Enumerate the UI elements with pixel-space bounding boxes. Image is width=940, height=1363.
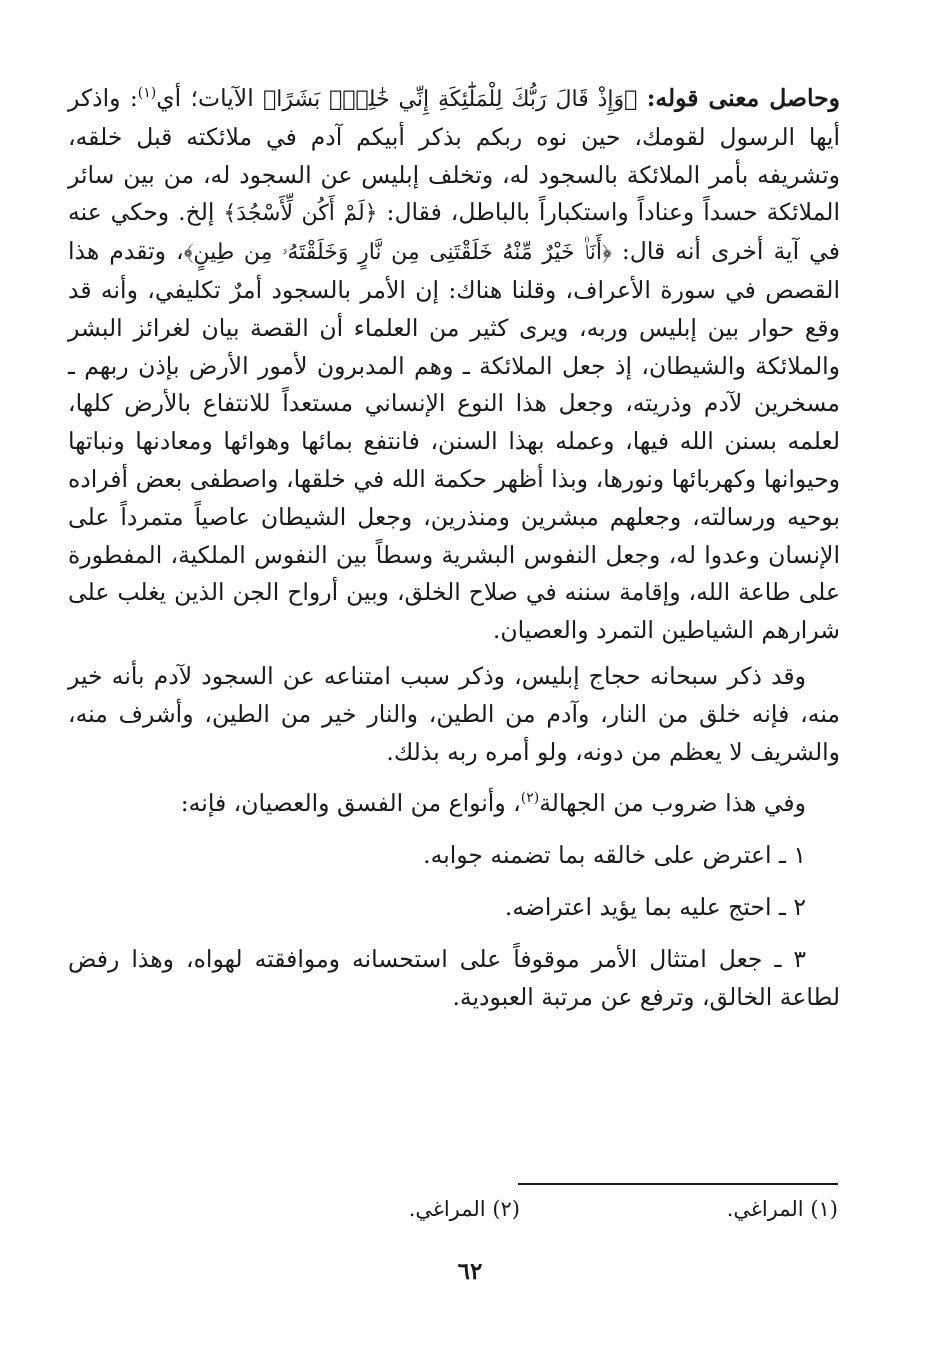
list-item-2: ٢ ـ احتج عليه بما يؤيد اعتراضه.: [504, 892, 806, 921]
text-segment: الآيات؛ أي: [156, 84, 264, 112]
paragraph-2: وقد ذكر سبحانه حجاج إبليس، وذكر سبب امتناعه عن السجود لآدم بأنه خير منه، فإنه خلق من النار، وآدم من الطين، والنار خير من الطين، وأشرف منه، والشريف لا يعظم من دونه، ولو أمره ربه بذلك.: [68, 661, 840, 766]
footnote-2: (٢) المراغي.: [408, 1197, 520, 1221]
list-item-1: ١ ـ اعترض على خالقه بما تضمنه جوابه.: [423, 841, 806, 870]
text-segment: : واذكر أيها الرسول لقومك، حين نوه ربكم بذكر أبيكم آدم في ملائكته قبل خلقه، وتشريفه بأمر الملائكة بالسجود له، وتخلف إبليس عن السجود له، من بين سائر الملائكة حسداً وعناداً واستكباراً بالباطل، فقال:: [68, 84, 840, 227]
text-segment: إلخ. وحكي عنه في آية أخرى أنه قال:: [68, 198, 840, 266]
paragraph-3: [68, 785, 840, 823]
footnote-divider: [518, 1183, 838, 1185]
quran-verse-2: ﴿لَمْ أَكُن لِّأَسْجُدَ﴾: [223, 201, 378, 227]
paragraph-1: [68, 80, 840, 650]
page-number: ٦٢: [457, 1258, 483, 1285]
text-segment: ، وأنواع من الفسق والعصيان، فإنه:: [180, 789, 521, 818]
quran-verse-1: ﴿وَإِذْ قَالَ رَبُّكَ لِلْمَلَٰٓئِكَةِ إِنِّي خَٰلِقٌۢ بَشَرًا﴾: [263, 87, 638, 112]
footnotes: [140, 1193, 838, 1225]
footnote-ref-2: (٢): [520, 790, 540, 807]
footnote-1: (١) المراغي.: [726, 1197, 838, 1221]
main-text: [68, 80, 840, 1016]
quran-verse-3: ﴿أَنَا۠ خَيْرٌ مِّنْهُ خَلَقْتَنِى مِن نَّارٍ وَخَلَقْتَهُۥ مِن طِينٍ﴾: [183, 240, 612, 266]
lead-phrase: وحاصل معنى قوله:: [646, 84, 840, 112]
text-segment: وفي هذا ضروب من الجهالة: [539, 789, 806, 818]
footnote-ref-1: (١): [137, 85, 157, 102]
text-segment: ، وتقدم هذا القصص في سورة الأعراف، وقلنا هناك: إن الأمر بالسجود أمرٌ تكليفي، وأنه قد وقع حوار بين إبليس وربه، ويرى كثير من العلماء أن القصة بيان لغرائز البشر والملائكة والشيطان، إذ جعل الملائكة ـ وهم المدبرون لأمور الأرض بإذن ربهم ـ مسخرين لآدم وذريته، وجعل هذا النوع الإنساني مستعداً للانتفاع بالأرض كلها، لعلمه بسنن الله فيها، وعمله بهذا السنن، فانتفع بمائها وهوائها ومعادنها ونباتها وحيوانها وكهربائها ونورها، وبذا أظهر حكمة الله في خلقها، واصطفى بعض أفراده بوحيه ورسالته، وجعلهم مبشرين ومنذرين، وجعل الشيطان عاصياً متمرداً على الإنسان وعدوا له، وجعل النفوس البشرية وسطاً بين النفوس الملكية، المفطورة على طاعة الله، وإقامة سننه في صلاح الخلق، وبين أرواح الجن الذين يغلب على شرارهم الشياطين التمرد والعصيان.: [68, 237, 840, 645]
list-item-3: ٣ ـ جعل امتثال الأمر موقوفاً على استحسانه وموافقته لهواه، وهذا رفض لطاعة الخالق، وترفع عن مرتبة العبودية.: [68, 944, 840, 1011]
